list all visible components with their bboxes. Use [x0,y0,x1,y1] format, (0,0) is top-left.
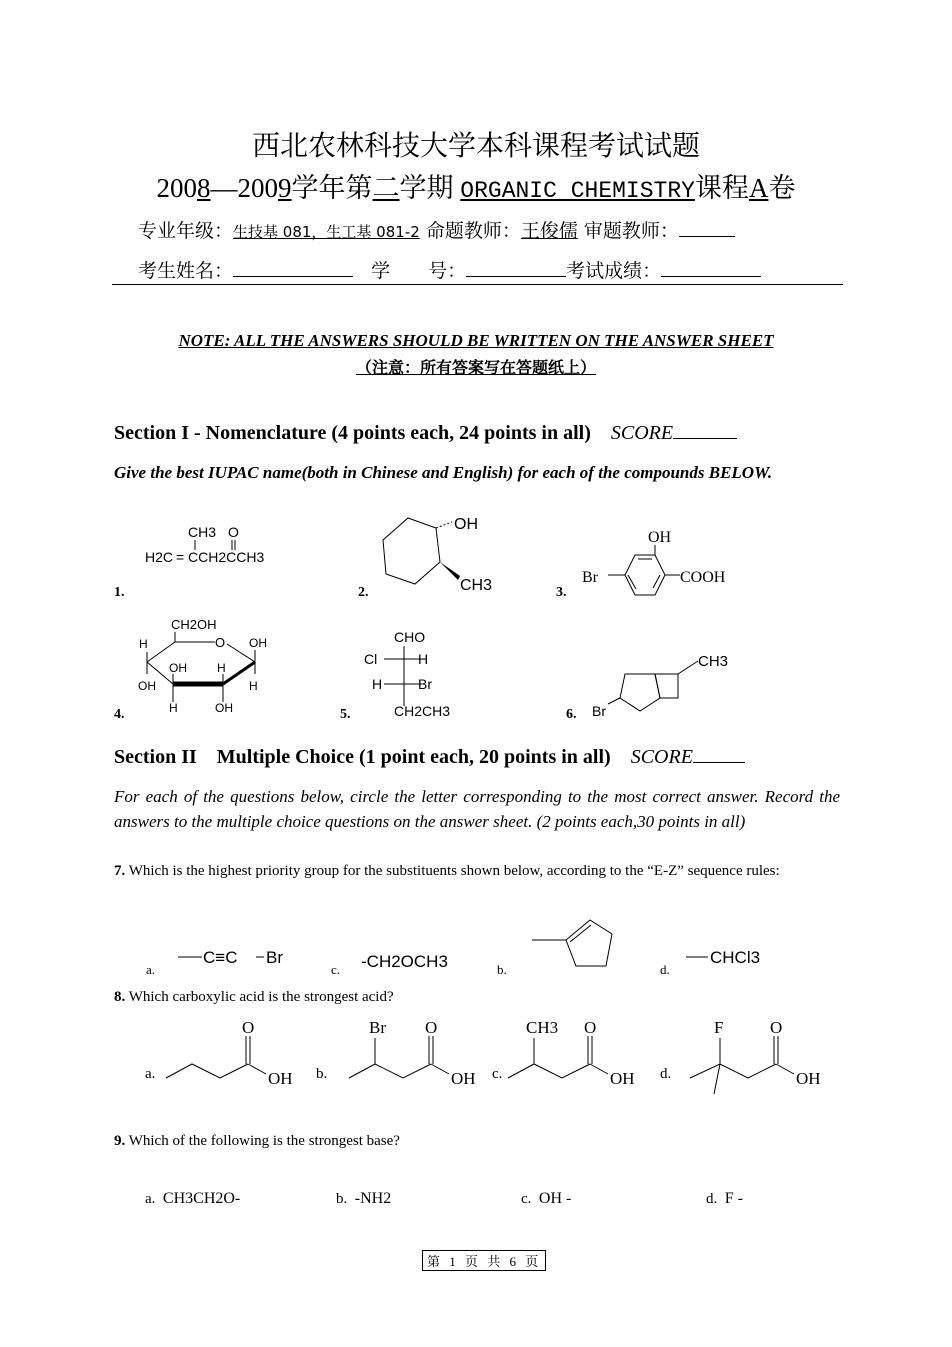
reviewer-label: 审题教师： [583,220,679,242]
q9-option-b[interactable]: b. -NH2 [336,1190,392,1207]
q7-option-a-label[interactable]: a. [146,962,156,977]
svg-text:O: O [228,524,239,540]
section1-title: Section I - Nomenclature (4 points each, 24 points in all) SCORE [114,422,737,445]
q9-option-c[interactable]: c. OH - [521,1190,572,1207]
note-chinese: （注意：所有答案写在答题纸上） [355,358,596,377]
q7-option-c-label[interactable]: c. [331,962,341,977]
compound-6-structure [590,646,740,721]
compound-label-6: 6. [566,707,577,722]
student-name-blank[interactable] [233,258,353,277]
grade-blank[interactable] [661,258,761,277]
question-9: 9. Which of the following is the strongest base? [114,1133,400,1149]
svg-text:H: H [169,701,178,715]
section1-instruction: Give the best IUPAC name(both in Chinese and English) for each of the compounds BELOW. [114,463,773,482]
svg-text:OH: OH [451,1069,476,1088]
svg-text:C≡C: C≡C [203,948,238,967]
compound-4-structure [135,612,285,717]
svg-text:Br: Br [592,703,606,719]
svg-text:OH: OH [648,529,672,546]
exam-title: 西北农林科技大学本科课程考试试题 [251,129,700,162]
svg-text:OH: OH [610,1069,635,1088]
question-7: 7. Which is the highest priority group for the substituents shown below, according to the “E-Z” sequence rules: [114,863,780,879]
q8-option-b-label[interactable]: b. [316,1066,328,1082]
q8-option-d-structure [686,1016,846,1101]
svg-text:CH3: CH3 [188,524,217,540]
svg-text:O: O [242,1018,255,1037]
svg-text:OH: OH [169,661,187,675]
svg-text:Br: Br [369,1018,386,1037]
svg-text:CH2CH3: CH2CH3 [394,703,451,719]
grade-label: 考试成绩： [566,260,662,282]
svg-text:Br: Br [582,569,598,586]
note-english: NOTE: ALL THE ANSWERS SHOULD BE WRITTEN ON THE ANSWER SHEET [178,331,774,350]
svg-text:COOH: COOH [680,569,726,586]
student-id-label: 学 号： [371,260,467,282]
svg-text:O: O [425,1018,438,1037]
reviewer-blank[interactable] [679,218,735,237]
compound-label-4: 4. [114,707,125,722]
student-id-blank[interactable] [466,258,566,277]
svg-text:Br: Br [418,676,432,692]
svg-text:OH: OH [249,636,267,650]
svg-text:H: H [249,679,258,693]
svg-text:O: O [215,635,226,650]
svg-text:O: O [770,1018,783,1037]
compound-5-structure [362,626,482,721]
q9-option-d[interactable]: d. F - [706,1190,743,1207]
q8-option-a-structure [162,1016,312,1096]
svg-text:H: H [372,676,383,692]
student-name-label: 考生姓名： [138,260,234,282]
major-value: 生技基 081，生工基 081-2 [233,223,420,241]
q8-option-d-label[interactable]: d. [660,1066,672,1082]
q7-option-b-structure [528,910,628,975]
svg-text:CH3: CH3 [526,1018,559,1037]
header-rule [112,284,843,285]
q7-option-c-text: -CH2OCH3 [361,952,448,971]
svg-text:F: F [714,1018,724,1037]
page-number: 第 1 页 共 6 页 [422,1250,546,1271]
compound-label-5: 5. [340,707,351,722]
svg-text:H2C: H2C [145,549,174,565]
question-8: 8. Which carboxylic acid is the strongest acid? [114,989,394,1005]
svg-text:CHCl3: CHCl3 [710,948,761,967]
q8-option-b-structure [345,1016,495,1096]
svg-text:H: H [139,637,148,651]
section2-instruction: For each of the questions below, circle the letter corresponding to the most correct answer. Record the answers to the multiple choice questions on the answer sheet. (2 points each,30 points in all) [114,787,840,831]
exam-info-row [138,216,735,243]
exam-subtitle: 2008—2009学年第二学期 ORGANIC CHEMISTRY课程A卷 [156,173,796,204]
svg-text:CH3: CH3 [698,653,729,670]
section2-title: Section II Multiple Choice (1 point each, 20 points in all) SCORE [114,746,745,769]
student-info-row [138,256,761,283]
major-label: 专业年级： [138,220,234,242]
compound-1-structure [140,522,290,572]
compound-3-structure [580,525,760,605]
svg-text:OH: OH [268,1069,293,1088]
compound-label-1: 1. [114,585,125,600]
svg-text:CCH2CCH3: CCH2CCH3 [188,549,265,565]
q7-option-b-label[interactable]: b. [497,962,507,977]
q9-option-a[interactable]: a. CH3CH2O- [145,1190,241,1207]
svg-text:CHO: CHO [394,629,426,645]
svg-text:H: H [418,651,429,667]
q7-option-a-structure [176,942,306,972]
q7-option-d-label[interactable]: d. [660,962,670,977]
setter-label: 命题教师： [425,220,521,242]
compound-label-2: 2. [358,585,369,600]
compound-2-structure [378,510,508,600]
q8-option-a-label[interactable]: a. [145,1066,156,1082]
svg-text:Cl: Cl [364,651,378,667]
svg-text:H: H [217,661,226,675]
q7-option-d-structure [684,944,784,974]
svg-text:CH2OH: CH2OH [171,617,217,632]
q8-option-c-structure [504,1016,654,1096]
svg-text:=: = [176,549,185,565]
svg-text:OH: OH [454,516,478,533]
svg-text:CH3: CH3 [460,577,493,594]
svg-text:OH: OH [215,701,233,715]
svg-text:OH: OH [796,1069,821,1088]
setter-value: 王俊儒 [520,220,578,242]
svg-text:Br: Br [266,948,283,967]
compound-label-3: 3. [556,585,567,600]
q8-option-c-label[interactable]: c. [492,1066,503,1082]
svg-text:OH: OH [138,679,156,693]
svg-text:O: O [584,1018,597,1037]
